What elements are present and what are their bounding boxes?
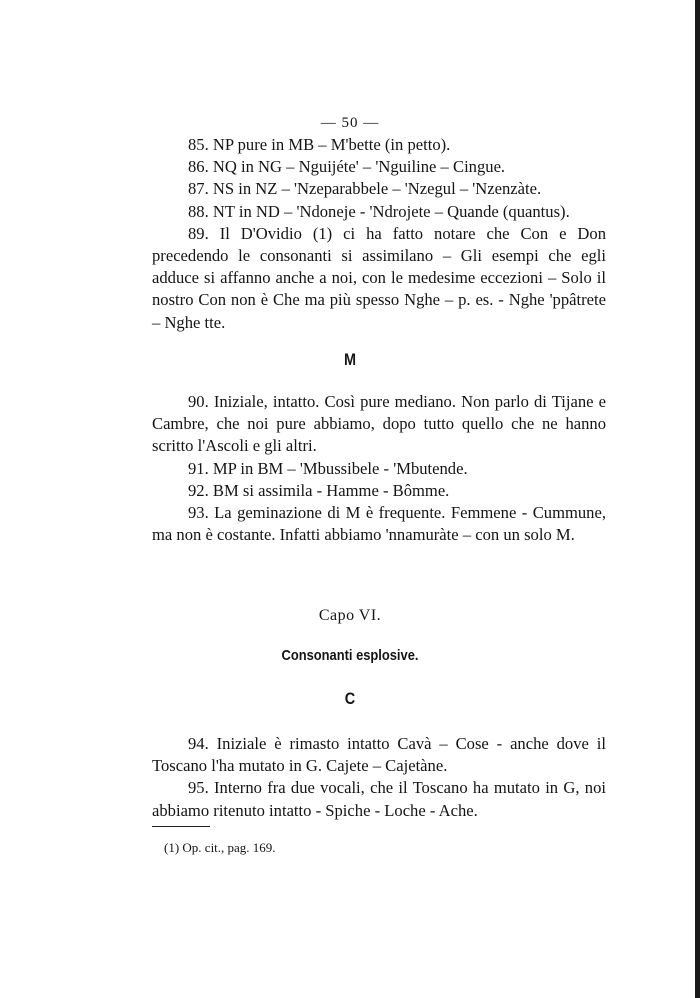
section-c-items xyxy=(152,733,606,822)
section-heading-c: C xyxy=(344,689,356,708)
footnote-rule xyxy=(152,826,210,827)
paragraph-90: 90. Iniziale, intatto. Così pure mediano. Non parlo di Tijane e Cambre, che noi pure abbiamo, dopo tutto quello che ne hanno scritto l'Ascoli e gli altri. xyxy=(152,392,606,456)
section-n-items xyxy=(152,134,606,334)
section-m-items xyxy=(152,391,606,546)
paragraph-95: 95. Interno fra due vocali, che il Toscano ha mutato in G, noi abbiamo ritenuto intatto - Spiche - Loche - Ache. xyxy=(152,778,606,820)
paragraph-85: 85. NP pure in MB – M'bette (in petto). xyxy=(188,135,451,154)
page-edge xyxy=(695,0,700,998)
paragraph-91: 91. MP in BM – 'Mbussibele - 'Mbutende. xyxy=(188,458,468,478)
paragraph-86: 86. NQ in NG – Nguijéte' – 'Nguiline – Cingue. xyxy=(188,157,506,177)
chapter-title: Capo VI. xyxy=(318,607,382,624)
paragraph-93: 93. La geminazione di M è frequente. Femmene - Cummune, ma non è costante. Infatti abbiamo 'nnamuràte – con un solo M. xyxy=(152,503,606,545)
paragraph-88: 88. NT in ND – 'Ndoneje - 'Ndrojete – Quande (quantus). xyxy=(188,201,570,221)
footnote: (1) Op. cit., pag. 169. xyxy=(164,840,276,855)
chapter-subtitle: Consonanti esplosive. xyxy=(281,647,419,664)
section-heading-m: M xyxy=(343,350,357,369)
paragraph-87: 87. NS in NZ – 'Nzeparabbele – 'Nzegul – 'Nzenzàte. xyxy=(188,179,542,199)
paragraph-92: 92. BM si assimila - Hamme - Bômme. xyxy=(188,480,450,500)
paragraph-89: 89. Il D'Ovidio (1) ci ha fatto notare che Con e Don precedendo le consonanti si assimilano – Gli esempi che egli adduce si affanno anche a noi, con le medesime eccezioni – Solo il nostro Con non è Che ma più spesso Nghe – p. es. - Nghe 'ppâtrete – Nghe tte. xyxy=(152,223,606,332)
paragraph-94: 94. Iniziale è rimasto intatto Cavà – Cose - anche dove il Toscano l'ha mutato in G. Cajete – Cajetàne. xyxy=(152,734,606,776)
page-number: — 50 — xyxy=(320,115,380,131)
